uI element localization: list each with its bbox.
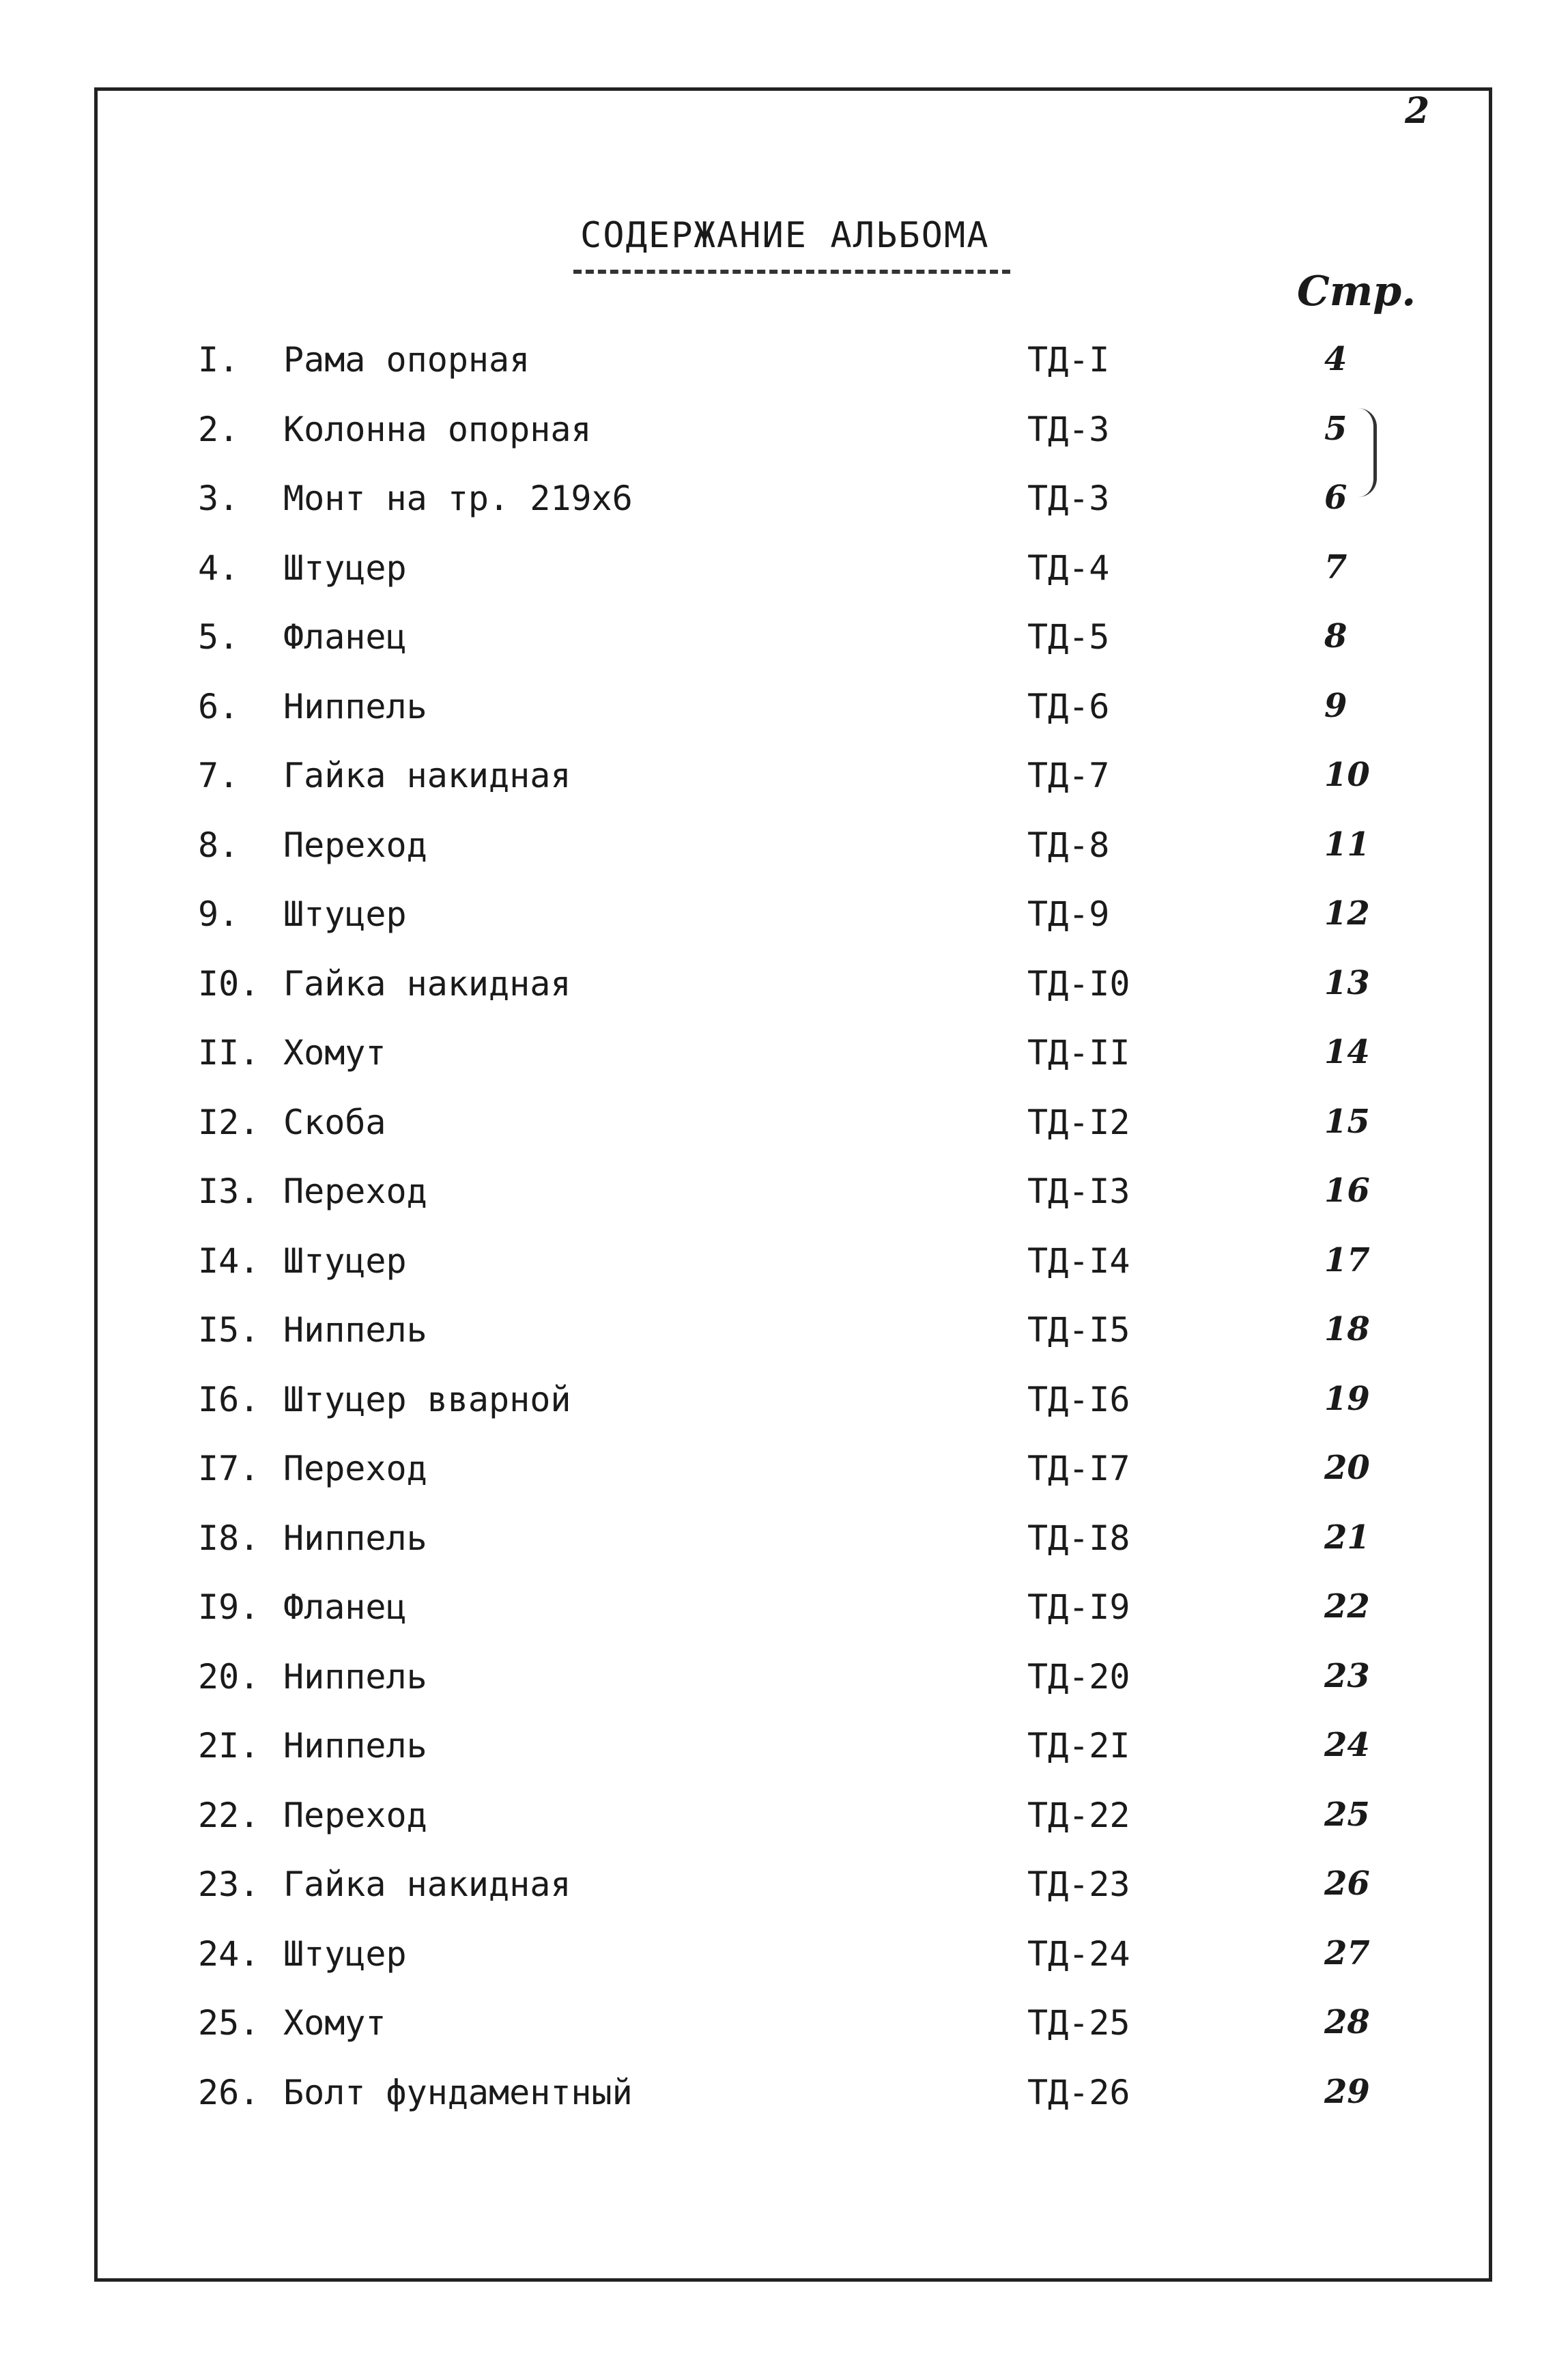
- toc-row: [0, 1241, 1555, 1311]
- toc-item-page: 9: [1324, 686, 1347, 725]
- toc-row: [0, 1518, 1555, 1588]
- toc-item-number: I2.: [198, 1102, 260, 1142]
- toc-row: [0, 1796, 1555, 1865]
- toc-item-page: 7: [1324, 548, 1347, 586]
- toc-item-number: I9.: [198, 1587, 260, 1627]
- toc-item-code: ТД-I9: [1027, 1587, 1130, 1627]
- toc-item-code: ТД-2I: [1027, 1726, 1130, 1766]
- toc-item-name: Монт на тр. 219х6: [283, 479, 633, 518]
- toc-item-page: 22: [1324, 1587, 1370, 1626]
- document-title: СОДЕРЖАНИЕ АЛЬБОМА: [580, 215, 990, 256]
- toc-item-code: ТД-22: [1027, 1795, 1130, 1835]
- toc-item-number: II.: [198, 1033, 260, 1073]
- toc-item-page: 27: [1324, 1933, 1370, 1972]
- toc-row: [0, 1865, 1555, 1934]
- toc-row: [0, 410, 1555, 479]
- toc-item-name: Хомут: [283, 1033, 386, 1073]
- table-of-contents: [0, 340, 1555, 2142]
- toc-item-page: 20: [1324, 1449, 1370, 1487]
- toc-item-page: 19: [1324, 1379, 1370, 1418]
- toc-item-page: 4: [1324, 340, 1347, 378]
- toc-item-name: Штуцер вварной: [283, 1379, 571, 1419]
- toc-row: [0, 1587, 1555, 1657]
- toc-item-page: 11: [1324, 825, 1370, 864]
- toc-item-number: I0.: [198, 963, 260, 1004]
- toc-item-number: I7.: [198, 1449, 260, 1488]
- toc-item-page: 24: [1324, 1726, 1370, 1764]
- toc-item-code: ТД-4: [1027, 548, 1110, 588]
- toc-item-number: I5.: [198, 1310, 260, 1350]
- toc-row: [0, 756, 1555, 825]
- toc-item-code: ТД-20: [1027, 1656, 1130, 1697]
- toc-item-page: 18: [1324, 1310, 1370, 1348]
- toc-item-page: 14: [1324, 1033, 1370, 1071]
- toc-item-code: ТД-23: [1027, 1865, 1130, 1904]
- toc-row: [0, 1657, 1555, 1727]
- toc-item-number: 7.: [198, 756, 240, 795]
- toc-item-code: ТД-7: [1027, 756, 1110, 795]
- toc-row: [0, 687, 1555, 756]
- toc-row: [0, 2003, 1555, 2073]
- toc-item-code: ТД-26: [1027, 2072, 1130, 2112]
- toc-item-number: 2I.: [198, 1726, 260, 1766]
- toc-row: [0, 825, 1555, 895]
- toc-item-name: Переход: [283, 1172, 427, 1211]
- toc-item-page: 16: [1324, 1172, 1370, 1210]
- toc-row: [0, 548, 1555, 618]
- toc-item-page: 26: [1324, 1865, 1370, 1903]
- toc-row: [0, 479, 1555, 548]
- toc-item-number: 20.: [198, 1656, 260, 1697]
- toc-item-number: 24.: [198, 1933, 260, 1974]
- toc-item-code: ТД-6: [1027, 686, 1110, 726]
- toc-item-number: 22.: [198, 1795, 260, 1835]
- toc-item-number: I4.: [198, 1241, 260, 1281]
- toc-item-code: ТД-I5: [1027, 1310, 1130, 1350]
- toc-row: [0, 1033, 1555, 1103]
- toc-item-number: 5.: [198, 617, 240, 657]
- toc-item-code: ТД-I4: [1027, 1241, 1130, 1281]
- toc-row: [0, 964, 1555, 1034]
- toc-item-number: 23.: [198, 1865, 260, 1904]
- toc-item-code: ТД-3: [1027, 409, 1110, 449]
- toc-item-page: 8: [1324, 617, 1347, 655]
- toc-item-name: Гайка накидная: [283, 963, 571, 1004]
- toc-item-code: ТД-I2: [1027, 1102, 1130, 1142]
- toc-item-code: ТД-25: [1027, 2003, 1130, 2043]
- title-underline: [573, 270, 1010, 274]
- toc-item-code: ТД-8: [1027, 825, 1110, 865]
- toc-row: [0, 1449, 1555, 1518]
- toc-item-number: I8.: [198, 1518, 260, 1558]
- toc-row: [0, 340, 1555, 410]
- toc-item-code: ТД-I3: [1027, 1172, 1130, 1211]
- toc-item-number: 8.: [198, 825, 240, 865]
- toc-item-name: Переход: [283, 1449, 427, 1488]
- toc-item-name: Переход: [283, 1795, 427, 1835]
- toc-item-code: ТД-II: [1027, 1033, 1130, 1073]
- toc-item-name: Колонна опорная: [283, 409, 592, 449]
- toc-item-page: 17: [1324, 1241, 1370, 1279]
- toc-item-code: ТД-24: [1027, 1933, 1130, 1974]
- toc-item-code: ТД-I6: [1027, 1379, 1130, 1419]
- toc-item-name: Ниппель: [283, 686, 427, 726]
- toc-item-number: 25.: [198, 2003, 260, 2043]
- toc-item-name: Ниппель: [283, 1310, 427, 1350]
- toc-item-page: 13: [1324, 963, 1370, 1002]
- toc-item-page: 6: [1324, 479, 1347, 517]
- toc-item-page: 28: [1324, 2003, 1370, 2041]
- toc-item-code: ТД-I7: [1027, 1449, 1130, 1488]
- toc-item-page: 25: [1324, 1795, 1370, 1834]
- toc-row: [0, 1934, 1555, 2004]
- toc-item-name: Штуцер: [283, 894, 407, 934]
- toc-item-page: 10: [1324, 756, 1370, 794]
- toc-row: [0, 1726, 1555, 1796]
- toc-item-name: Ниппель: [283, 1726, 427, 1766]
- toc-item-number: I6.: [198, 1379, 260, 1419]
- toc-item-name: Переход: [283, 825, 427, 865]
- toc-item-name: Штуцер: [283, 548, 407, 588]
- toc-item-number: 9.: [198, 894, 240, 934]
- toc-item-number: I.: [198, 340, 240, 380]
- toc-item-name: Фланец: [283, 1587, 407, 1627]
- toc-item-name: Штуцер: [283, 1241, 407, 1281]
- toc-item-name: Гайка накидная: [283, 756, 571, 795]
- toc-row: [0, 894, 1555, 964]
- toc-item-name: Хомут: [283, 2003, 386, 2043]
- toc-row: [0, 1172, 1555, 1241]
- toc-row: [0, 1380, 1555, 1449]
- toc-item-code: ТД-I8: [1027, 1518, 1130, 1558]
- toc-item-code: ТД-I: [1027, 340, 1110, 380]
- toc-row: [0, 617, 1555, 687]
- toc-item-page: 5: [1324, 409, 1347, 448]
- page-column-header: Стр.: [1297, 268, 1416, 315]
- toc-item-page: 23: [1324, 1656, 1370, 1695]
- toc-item-number: 6.: [198, 686, 240, 726]
- toc-item-number: 26.: [198, 2072, 260, 2112]
- toc-item-page: 12: [1324, 894, 1370, 933]
- toc-item-code: ТД-9: [1027, 894, 1110, 934]
- toc-item-name: Штуцер: [283, 1933, 407, 1974]
- toc-row: [0, 1103, 1555, 1172]
- toc-item-name: Ниппель: [283, 1518, 427, 1558]
- toc-item-code: ТД-5: [1027, 617, 1110, 657]
- toc-item-page: 15: [1324, 1102, 1370, 1141]
- toc-item-number: 2.: [198, 409, 240, 449]
- page-number: 2: [1405, 90, 1430, 132]
- toc-item-page: 21: [1324, 1518, 1370, 1557]
- toc-item-code: ТД-I0: [1027, 963, 1130, 1004]
- toc-item-name: Скоба: [283, 1102, 386, 1142]
- toc-item-name: Рама опорная: [283, 340, 530, 380]
- toc-item-number: 4.: [198, 548, 240, 588]
- toc-item-code: ТД-3: [1027, 479, 1110, 518]
- toc-row: [0, 1310, 1555, 1380]
- toc-item-name: Гайка накидная: [283, 1865, 571, 1904]
- toc-item-name: Ниппель: [283, 1656, 427, 1697]
- toc-item-page: 29: [1324, 2072, 1370, 2111]
- toc-item-number: I3.: [198, 1172, 260, 1211]
- toc-row: [0, 2073, 1555, 2142]
- toc-item-name: Болт фундаментный: [283, 2072, 633, 2112]
- toc-item-name: Фланец: [283, 617, 407, 657]
- toc-item-number: 3.: [198, 479, 240, 518]
